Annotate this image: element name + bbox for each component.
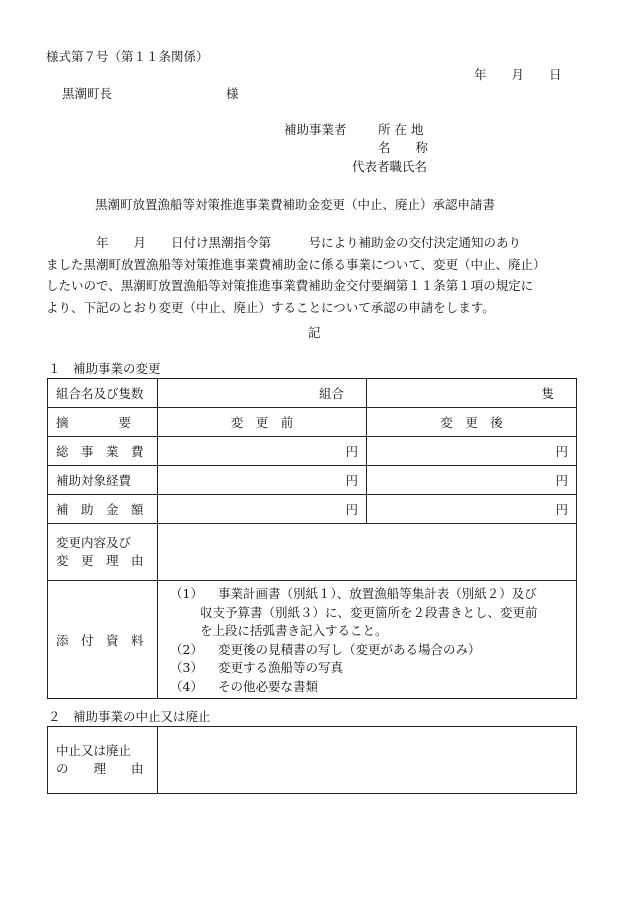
change-table — [47, 378, 577, 699]
attachments-list — [158, 581, 577, 699]
table-row — [48, 466, 577, 495]
attachment-text: 事業計画書（別紙１）、放置漁船等集計表（別紙２）及び — [218, 586, 537, 601]
attachment-item — [170, 678, 576, 697]
change-reason-label-line2: 変 更 理 由 — [56, 553, 144, 568]
date-line: 年 月 日 — [474, 67, 562, 82]
attachment-text-continued: を上段に括弧書き記入すること。 — [200, 623, 388, 638]
after-header: 変 更 後 — [367, 408, 577, 437]
cancellation-table — [47, 726, 577, 794]
attachment-text: 変更後の見積書の写し（変更がある場合のみ） — [218, 641, 481, 657]
change-reason-label — [48, 524, 158, 581]
section2-heading: ２ 補助事業の中止又は廃止 — [48, 709, 211, 724]
eligible-cost-label: 補助対象経費 — [48, 466, 158, 495]
body-line: したいので、黒潮町放置漁船等対策推進事業費補助金交付要綱第１１条第１項の規定に — [46, 278, 534, 293]
change-reason-field[interactable] — [158, 524, 577, 581]
table-row — [48, 495, 577, 524]
attachment-number: （3） — [170, 660, 203, 675]
attachment-text-continued: 収支予算書（別紙３）に、変更箇所を２段書きとし、変更前 — [200, 604, 538, 620]
table-row — [48, 408, 577, 437]
address-label: 所 在 地 — [378, 122, 424, 137]
attachment-text: 変更する漁船等の写真 — [218, 660, 344, 675]
boat-unit-cell — [367, 379, 577, 408]
attachments-label: 添 付 資 料 — [48, 581, 158, 699]
applicant-label: 補助事業者 — [284, 122, 347, 137]
eligible-cost-after: 円 — [367, 466, 577, 495]
subsidy-amount-label: 補 助 金 額 — [48, 495, 158, 524]
cancellation-reason-label — [48, 727, 158, 794]
union-unit-cell — [158, 379, 367, 408]
name-label: 名 称 — [378, 140, 429, 155]
subsidy-amount-after: 円 — [367, 495, 577, 524]
change-reason-label-line1: 変更内容及び — [56, 535, 132, 550]
body-line: 年 月 日付け黒潮指令第 号により補助金の交付決定通知のあり — [46, 235, 522, 250]
cancellation-reason-label-line1: 中止又は廃止 — [56, 743, 132, 758]
attachment-number: （4） — [170, 678, 203, 694]
before-header: 変 更 前 — [158, 408, 367, 437]
recipient-name: 黒潮町長 — [62, 86, 113, 101]
attachment-item — [170, 585, 576, 604]
table-row — [48, 437, 577, 466]
union-label: 組合名及び隻数 — [48, 379, 158, 408]
attachment-item — [170, 641, 576, 660]
body-line: より、下記のとおり変更（中止、廃止）することについて承認の申請をします。 — [46, 299, 495, 315]
application-body — [46, 232, 586, 318]
attachment-number: （1） — [170, 586, 203, 601]
table-row — [48, 524, 577, 581]
ki-marker: 記 — [308, 325, 321, 340]
table-row — [48, 727, 577, 794]
attachment-number: （2） — [170, 641, 203, 657]
section1-heading: １ 補助事業の変更 — [48, 361, 161, 376]
total-cost-before: 円 — [158, 437, 367, 466]
summary-label: 摘 要 — [48, 408, 158, 437]
cancellation-reason-label-line2: の 理 由 — [56, 761, 144, 776]
subsidy-amount-before: 円 — [158, 495, 367, 524]
recipient-honorific: 様 — [226, 86, 239, 101]
total-cost-label: 総 事 業 費 — [48, 437, 158, 466]
attachment-item — [170, 659, 576, 678]
eligible-cost-before: 円 — [158, 466, 367, 495]
table-row — [48, 379, 577, 408]
body-line: ました黒潮町放置漁船等対策推進事業費補助金に係る事業について、変更（中止、廃止） — [46, 256, 546, 272]
attachment-text: その他必要な書類 — [218, 678, 319, 694]
cancellation-reason-field[interactable] — [158, 727, 577, 794]
representative-label: 代表者職氏名 — [352, 159, 428, 174]
total-cost-after: 円 — [367, 437, 577, 466]
boat-unit: 隻 — [541, 386, 554, 401]
form-number: 様式第７号（第１１条関係） — [46, 49, 209, 64]
document-title: 黒潮町放置漁船等対策推進事業費補助金変更（中止、廃止）承認申請書 — [95, 197, 496, 212]
union-unit: 組合 — [318, 386, 344, 401]
table-row — [48, 581, 577, 699]
